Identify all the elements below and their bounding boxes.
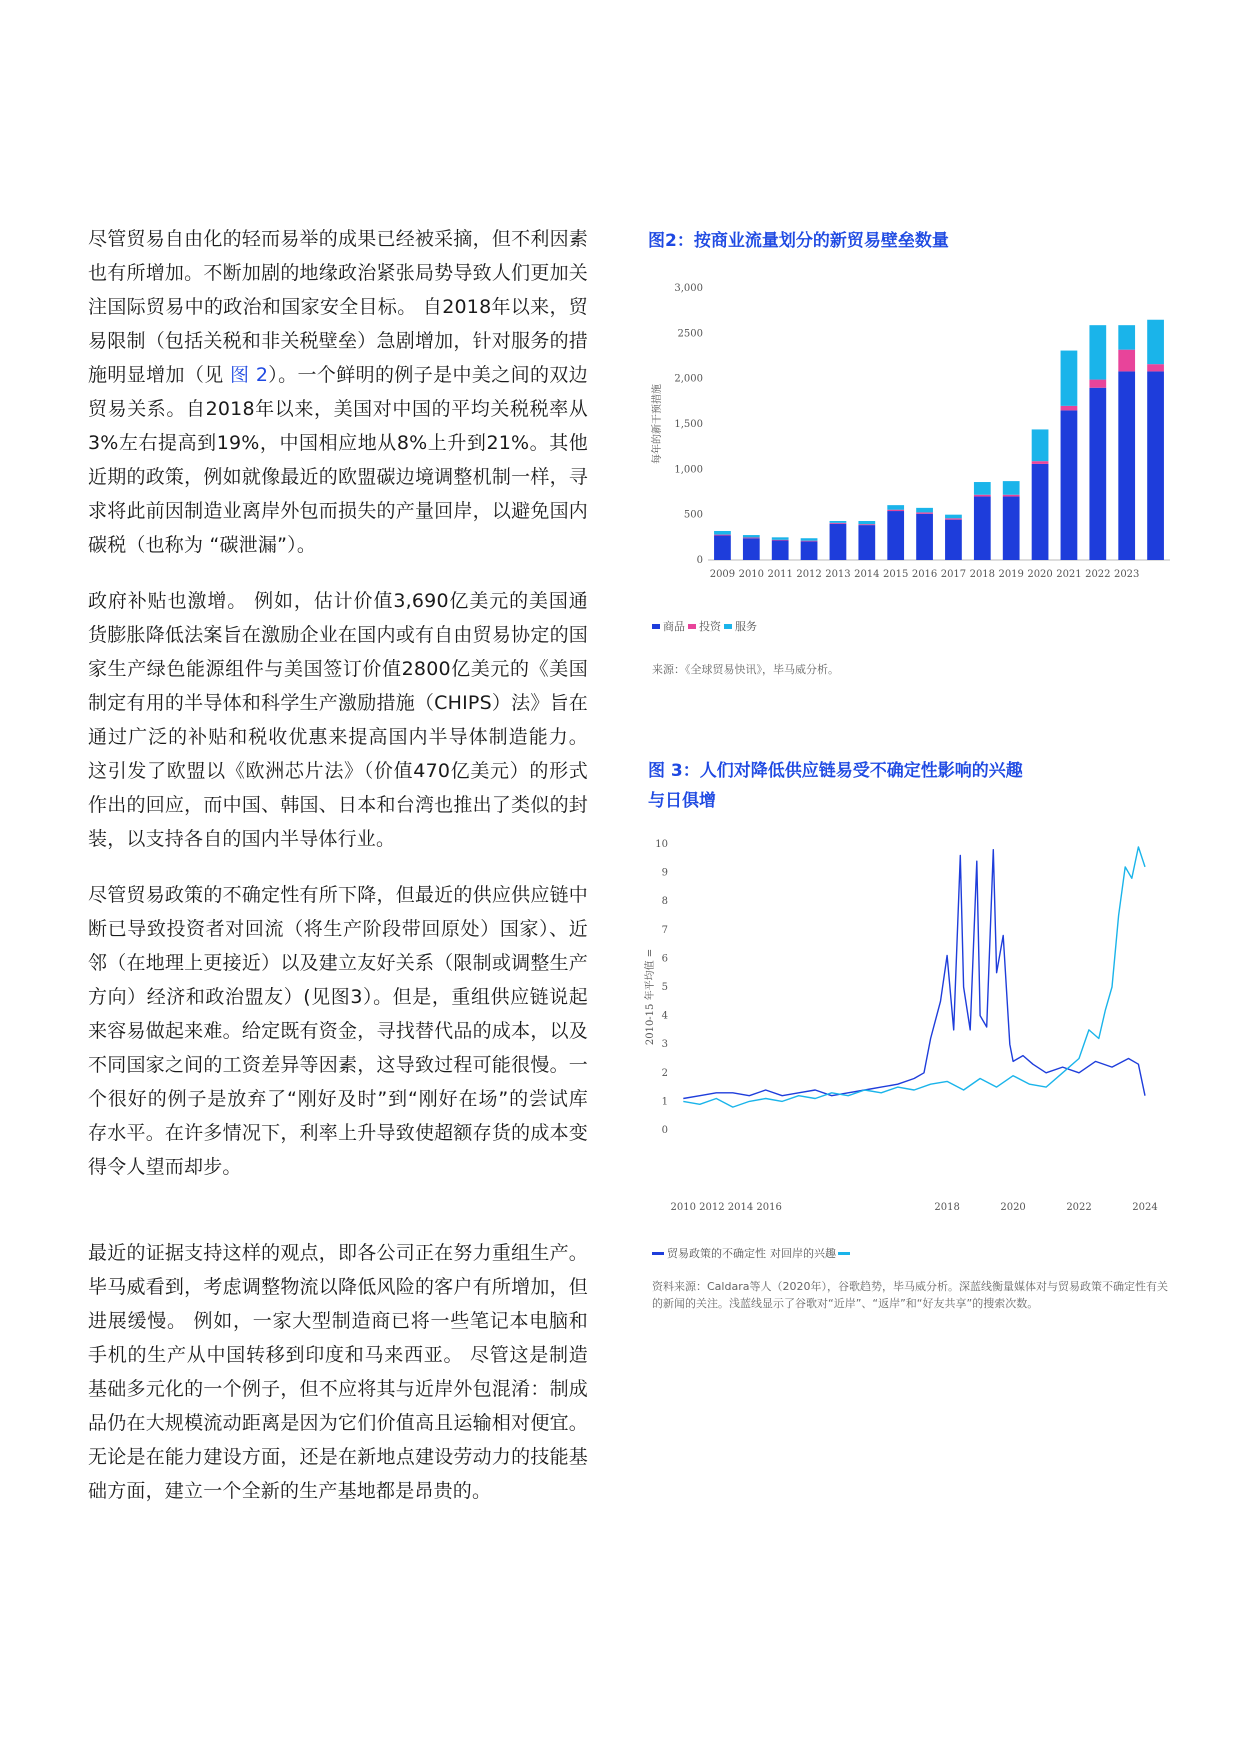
paragraph-restructuring-evidence: 最近的证据支持这样的观点，即各公司正在努力重组生产。毕马威看到，考虑调整物流以降低风险的客户有所增加，但进展缓慢。 例如，一家大型制造商已将一些笔记本电脑和手机的生产从中国转移到印度和马来西亚。 尽管这是制造基础多元化的一个例子，但不应将其与近岸外包混淆：制成品仍在大规模流动距离是因为它们价值高且运输相对便宜。无论是在能力建设方面，还是在新地点建设劳动力的技能基础方面，建立一个全新的生产基地都是昂贵的。	[88, 1242, 588, 1502]
bar-investment	[1032, 461, 1049, 464]
bar-goods	[714, 536, 731, 560]
bar-services	[1003, 481, 1020, 495]
bar-investment	[772, 540, 789, 541]
bar-investment	[1003, 495, 1020, 497]
bar-services	[772, 537, 789, 539]
x-tick-label: 2012	[796, 569, 822, 580]
x-tick-label: 2015	[882, 569, 909, 580]
x-tick-label: 2016	[911, 569, 938, 580]
y-tick-label: 1	[661, 1096, 668, 1108]
bar-services	[1147, 320, 1164, 364]
x-tick-label: 2020	[1000, 1202, 1026, 1213]
bar-services	[714, 531, 731, 535]
bar-goods	[801, 541, 818, 560]
y-tick-label: 7	[661, 924, 668, 936]
x-tick-label: 2011	[767, 569, 793, 580]
x-tick-label: 2017	[940, 569, 967, 580]
y-tick-label: 8	[661, 896, 668, 908]
x-tick-label: 2013	[825, 569, 851, 580]
legend-services	[724, 618, 757, 634]
bar-goods	[974, 497, 991, 560]
figure-3-source: 资料来源：Caldara等人（2020年），谷歌趋势，毕马威分析。深蓝线衡量媒体对与贸易政策不确定性有关的新闻的关注。浅蓝线显示了谷歌对“近岸”、“返岸”和“好友共享”的搜索次数。	[652, 1280, 1168, 1310]
y-tick-label: 1,000	[674, 464, 703, 476]
paragraph-supply-chain: 尽管贸易政策的不确定性有所下降，但最近的供应供应链中断已导致投资者对回流（将生产阶段带回原处）国家）、近邻（在地理上更接近）以及建立友好关系（限制或调整生产方向）经济和政治盟友）(见图3）。但是，重组供应链说起来容易做起来难。给定既有资金，寻找替代品的成本，以及不同国家之间的工资差异等因素，这导致过程可能很慢。一个很好的例子是放弃了“刚好及时”到“刚好在场”的尝试库存水平。在许多情况下，利率上升导致使超额存货的成本变得令人望而却步。	[88, 884, 588, 1178]
x-tick-label: 2019	[998, 569, 1024, 580]
bar-services	[830, 521, 847, 523]
paragraph-text: 尽管贸易自由化的轻而易举的成果已经被采摘，但不利因素也有所增加。不断加剧的地缘政治紧张局势导致人们更加关注国际贸易中的政治和国家安全目标。 自2018年以来，贸易限制（包括关税和非关税壁垒）急剧增加，针对服务的措施明显增加（见	[88, 228, 588, 386]
legend-reshoring-label: 对回岸的兴趣	[770, 1247, 836, 1260]
y-tick-label: 2	[661, 1067, 668, 1079]
bar-goods	[1089, 388, 1106, 560]
bar-goods	[887, 511, 904, 560]
paragraph-text: ）。一个鲜明的例子是中美之间的双边贸易关系。自2018年以来，美国对中国的平均关税税率从3%左右提高到19%，中国相应地从8%上升到21%。其他近期的政策，例如就像最近的欧盟碳边境调整机制一样，寻求将此前因制造业离岸外包而损失的产量回岸，以避免国内碳税（也称为 “碳泄漏”）。	[88, 364, 588, 556]
x-tick-label: 2018	[969, 569, 996, 580]
figure-3-chart	[640, 830, 1180, 1230]
x-tick-label: 2021	[1056, 569, 1082, 580]
legend-investment-swatch	[688, 624, 696, 629]
x-tick-label: 2020	[1027, 569, 1053, 580]
bar-investment	[974, 495, 991, 497]
legend-uncertainty-label: 贸易政策的不确定性	[667, 1247, 766, 1260]
body-text-column	[88, 222, 588, 1530]
bar-investment	[714, 535, 731, 536]
y-tick-label: 500	[683, 509, 703, 521]
x-tick-label: 2010	[738, 569, 765, 580]
paragraph-subsidies: 政府补贴也激增。 例如，估计价值3,690亿美元的美国通货膨胀降低法案旨在激励企业在国内或有自由贸易协定的国家生产绿色能源组件与美国签订价值2800亿美元的《美国制定有用的半导体和科学生产激励措施（CHIPS）法》旨在通过广泛的补贴和税收优惠来提高国内半导体制造能力。 这引发了欧盟以《欧洲芯片法》（价值470亿美元）的形式作出的回应，而中国、韩国、日本和台湾也推出了类似的封装，以支持各自的国内半导体行业。	[88, 590, 588, 850]
x-tick-label: 2010 2012 2014 2016	[670, 1202, 782, 1213]
bar-investment	[743, 538, 760, 539]
x-tick-label: 2023	[1113, 569, 1140, 580]
figure-2	[648, 226, 1178, 256]
line-reshoring-interest	[683, 847, 1145, 1107]
paragraph-trade-restrictions	[88, 222, 588, 562]
bar-goods	[1147, 371, 1164, 560]
legend-services-swatch	[724, 624, 732, 629]
bar-investment	[916, 512, 933, 513]
bar-services	[858, 521, 875, 524]
bar-goods	[945, 520, 962, 560]
bar-investment	[1118, 350, 1135, 372]
bar-investment	[1061, 406, 1078, 411]
bar-investment	[1147, 364, 1164, 371]
bar-investment	[1089, 380, 1106, 388]
legend-goods	[652, 618, 685, 634]
x-tick-label: 2024	[1132, 1202, 1158, 1213]
y-tick-label: 0	[696, 555, 703, 566]
figure-2-chart	[640, 270, 1180, 610]
bar-services	[916, 508, 933, 513]
figure-2-link[interactable]: 图 2	[230, 364, 269, 386]
y-tick-label: 3,000	[674, 283, 703, 294]
y-tick-label: 4	[661, 1010, 668, 1022]
bar-investment	[858, 524, 875, 525]
x-tick-label: 2009	[709, 569, 736, 580]
bar-goods	[1003, 497, 1020, 560]
y-tick-label: 3	[661, 1039, 668, 1051]
y-tick-label: 10	[655, 839, 668, 850]
legend-investment	[688, 618, 721, 634]
figure-3-title-line-1: 图 3：人们对降低供应链易受不确定性影响的兴趣	[648, 761, 1023, 781]
bar-services	[801, 538, 818, 540]
figure-3	[648, 756, 1178, 816]
figure-2-legend	[652, 618, 760, 634]
bar-services	[1118, 325, 1135, 349]
y-tick-label: 9	[661, 867, 668, 879]
bar-services	[1061, 351, 1078, 406]
figure-2-source: 来源：《全球贸易快讯》，毕马威分析。	[652, 663, 839, 676]
bar-goods	[743, 538, 760, 560]
bar-services	[743, 535, 760, 537]
bar-investment	[945, 518, 962, 519]
x-tick-label: 2018	[934, 1202, 960, 1213]
legend-goods-label: 商品	[663, 620, 685, 633]
bar-goods	[858, 525, 875, 560]
legend-reshoring-swatch	[838, 1252, 850, 1255]
y-tick-label: 1,500	[674, 419, 703, 430]
legend-investment-label: 投资	[699, 620, 721, 633]
bar-investment	[801, 541, 818, 542]
bar-investment	[887, 510, 904, 511]
bar-services	[945, 515, 962, 519]
bar-goods	[916, 514, 933, 560]
y-tick-label: 0	[661, 1125, 668, 1136]
legend-goods-swatch	[652, 624, 660, 629]
bar-goods	[830, 524, 847, 560]
figure-2-title: 图2：按商业流量划分的新贸易壁垒数量	[648, 231, 949, 251]
bar-services	[1089, 325, 1106, 379]
y-tick-label: 5	[661, 982, 668, 993]
bar-services	[887, 505, 904, 510]
bar-investment	[830, 523, 847, 524]
x-tick-label: 2022	[1085, 569, 1111, 580]
y-axis-label: 每年的新干预措施	[652, 384, 663, 464]
x-tick-label: 2014	[854, 569, 880, 580]
legend-uncertainty-swatch	[652, 1252, 664, 1255]
bar-goods	[1061, 410, 1078, 560]
y-axis-label: 2010-15 年平均值 =	[645, 948, 656, 1046]
bar-services	[1032, 429, 1049, 461]
bar-services	[974, 482, 991, 495]
bar-goods	[1032, 464, 1049, 560]
bar-goods	[1118, 371, 1135, 560]
y-tick-label: 2,000	[674, 373, 703, 385]
x-tick-label: 2022	[1066, 1202, 1092, 1213]
figure-3-legend	[652, 1245, 853, 1261]
y-tick-label: 2500	[677, 328, 703, 340]
y-tick-label: 6	[661, 953, 668, 965]
bar-goods	[772, 541, 789, 560]
figure-3-title-line-2: 与日俱增	[648, 791, 716, 811]
legend-services-label: 服务	[735, 620, 757, 633]
